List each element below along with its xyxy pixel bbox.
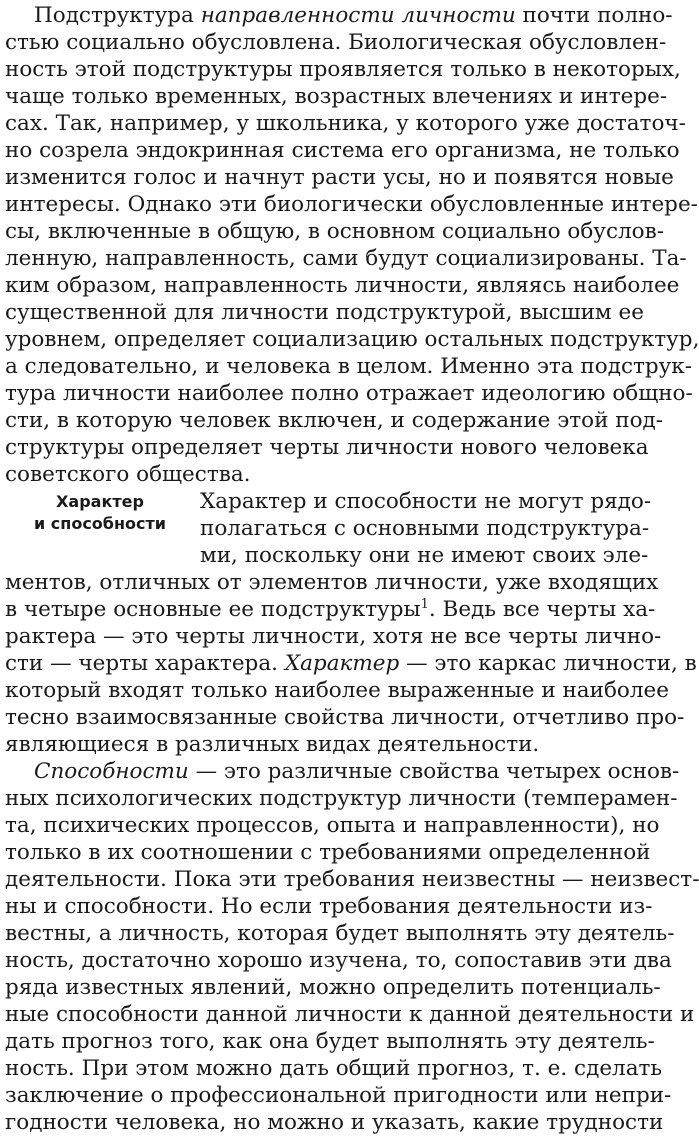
para1-line-14: а следовательно, и человека в целом. Именно эта подструк- [5, 354, 692, 379]
para3-line-7: вестны, а личность, которая будет выполнять эту деятель- [5, 921, 675, 946]
para1-line-4: чаще только временных, возрастных влечениях и интере- [5, 84, 668, 109]
italic-term: направленности личности [200, 3, 516, 28]
para1-line-10: ленную, направленность, сами будут социализированы. Та- [5, 246, 687, 271]
para1-line-1 [34, 2, 673, 29]
para3-line-3: та, психических процессов, опыта и направленности), но [5, 813, 660, 838]
para1-line-8: интересы. Однако эти биологически обусловленные интере- [5, 192, 698, 217]
para3-line-8: ность, достаточно хорошо изучена, то, сопоставив эти два [5, 948, 672, 973]
para1-line-6: но созрела эндокринная система его организма, не только [5, 138, 680, 163]
text-run: — это различные свойства четырех основ- [188, 759, 680, 784]
para1-line-18: советского общества. [5, 462, 251, 487]
para1-line-7: изменится голос и начнут расти усы, но и появятся новые [5, 165, 674, 190]
side-heading [10, 491, 190, 535]
text-run: в четыре основные ее подструктуры [5, 597, 421, 622]
para1-line-9: сы, включенные в общую, в основном социально обуслов- [5, 219, 664, 244]
para2-line-3: ми, поскольку они не имеют своих эле- [200, 543, 649, 568]
para1-line-13: уровнем, определяет социализацию остальных подструктур, [5, 327, 699, 352]
para3-line-2: ных психологических подструктур личности (темперамен- [5, 786, 678, 811]
italic-term: Способности [34, 759, 189, 784]
para3-line-10: ные способности данной личности к данной деятельности и [5, 1002, 695, 1027]
text-run: сти — черты характера. [5, 651, 285, 676]
para1-line-17: структуры определяет черты личности нового человека [5, 435, 649, 460]
para1-line-16: сти, в которую человек включен, и содержание этой под- [5, 408, 664, 433]
para3-line-13: заключение о профессиональной пригодности или непри- [5, 1083, 672, 1108]
para2-line-1: Характер и способности не могут рядо- [200, 489, 652, 514]
side-heading-line-1: Характер [56, 492, 144, 511]
para1-line-3: ность этой подструктуры проявляется только в некоторых, [5, 57, 681, 82]
para1-line-15: тура личности наиболее полно отражает идеологию общно- [5, 381, 693, 406]
para3-line-9: ряда известных явлений, можно определить потенциаль- [5, 975, 661, 1000]
text-run: почти полно- [515, 3, 673, 28]
para3-line-6: ны и способности. Но если требования деятельности из- [5, 894, 653, 919]
para3-line-12: ность. При этом можно дать общий прогноз, т. е. сделать [5, 1056, 663, 1081]
text-run: . Ведь все черты ха- [428, 597, 656, 622]
para3-line-1 [34, 758, 680, 785]
text-run: Подструктура [34, 3, 201, 28]
para1-line-12: существенной для личности подструктурой, высшим ее [5, 300, 644, 325]
para2-line-4: ментов, отличных от элементов личности, уже входящих [5, 570, 659, 595]
para1-line-2: стью социально обусловлена. Биологическая обусловлен- [5, 30, 667, 55]
para3-line-11: дать прогноз того, как она будет выполнять эту деятель- [5, 1029, 655, 1054]
text-run: — это каркас личности, в [399, 651, 697, 676]
para2-line-8: который входят только наиболее выраженные и наиболее [5, 678, 669, 703]
para2-line-2: полагаться с основными подструктура- [200, 516, 650, 541]
para2-line-5 [5, 596, 656, 623]
footnote-marker: 1 [420, 596, 429, 612]
para3-line-4: только в их соотношении с требованиями определенной [5, 840, 651, 865]
para2-line-7 [5, 650, 697, 677]
para3-line-14: годности человека, но можно и указать, какие трудности [5, 1110, 664, 1135]
para3-line-5: деятельности. Пока эти требования неизвестны — неизвест- [5, 867, 699, 892]
side-heading-line-2: и способности [34, 514, 166, 533]
italic-term: Характер [284, 651, 400, 676]
para2-line-10: являющиеся в различных видах деятельности. [5, 732, 540, 757]
para2-line-6: рактера — это черты личности, хотя не все черты лично- [5, 624, 662, 649]
para1-line-11: ким образом, направленность личности, являясь наиболее [5, 273, 680, 298]
para2-line-9: тесно взаимосвязанные свойства личности, отчетливо про- [5, 705, 685, 730]
para1-line-5: сах. Так, например, у школьника, у которого уже достаточ- [5, 111, 686, 136]
